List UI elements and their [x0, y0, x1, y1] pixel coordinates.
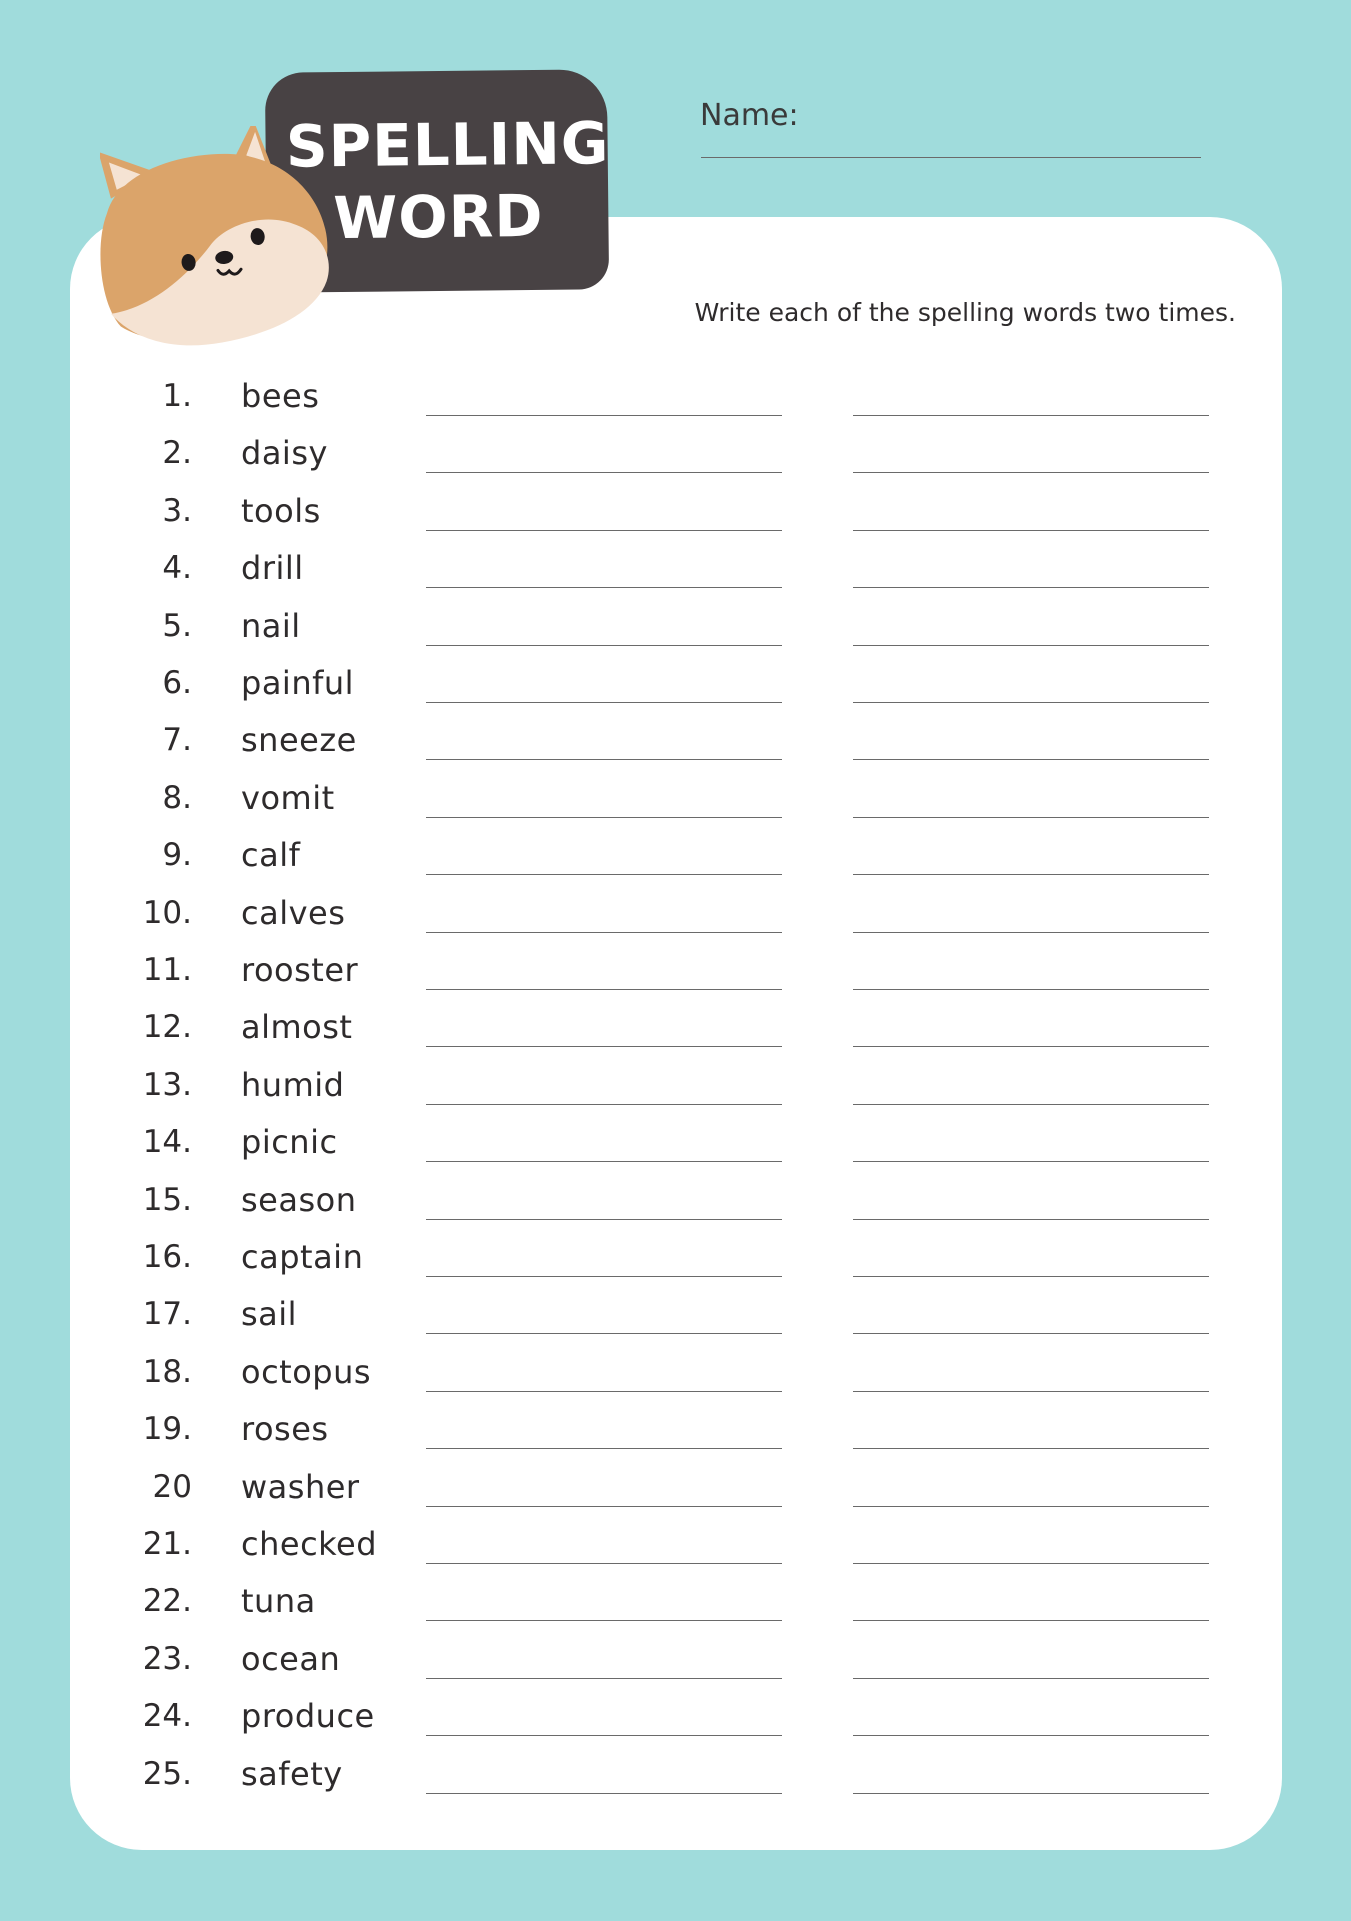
write-line-first[interactable]: [426, 932, 782, 933]
write-line-first[interactable]: [426, 1161, 782, 1162]
write-line-second[interactable]: [853, 989, 1209, 990]
spelling-word: vomit: [241, 778, 335, 817]
write-line-second[interactable]: [853, 1391, 1209, 1392]
write-line-second[interactable]: [853, 1276, 1209, 1277]
word-number: 14.: [142, 1124, 192, 1161]
word-number: 24.: [142, 1698, 192, 1735]
word-row: [0, 483, 1351, 540]
write-line-first[interactable]: [426, 1219, 782, 1220]
write-line-first[interactable]: [426, 472, 782, 473]
write-line-first[interactable]: [426, 874, 782, 875]
write-line-second[interactable]: [853, 1161, 1209, 1162]
write-line-second[interactable]: [853, 1563, 1209, 1564]
spelling-word: almost: [241, 1008, 353, 1047]
write-line-first[interactable]: [426, 1391, 782, 1392]
word-number: 22.: [142, 1583, 192, 1620]
write-line-first[interactable]: [426, 530, 782, 531]
word-row: [0, 1516, 1351, 1573]
spelling-word: checked: [241, 1525, 378, 1563]
write-line-first[interactable]: [426, 1276, 782, 1277]
write-line-first[interactable]: [426, 1506, 782, 1507]
write-line-second[interactable]: [853, 759, 1209, 760]
spelling-word: tools: [241, 491, 321, 530]
spelling-word: octopus: [241, 1352, 372, 1391]
word-row: [0, 999, 1351, 1056]
spelling-word: daisy: [241, 434, 328, 473]
spelling-word: bees: [241, 377, 320, 415]
write-line-first[interactable]: [426, 1448, 782, 1449]
word-row: [0, 1114, 1351, 1171]
spelling-word: season: [241, 1180, 357, 1219]
word-number: 4.: [162, 550, 192, 587]
word-number: 23.: [142, 1640, 192, 1677]
word-row: [0, 1057, 1351, 1114]
spelling-word: roses: [241, 1410, 329, 1449]
word-number: 15.: [142, 1181, 192, 1218]
spelling-word: ocean: [241, 1639, 341, 1678]
word-number: 11.: [142, 952, 192, 988]
write-line-second[interactable]: [853, 1448, 1209, 1449]
write-line-second[interactable]: [853, 645, 1209, 646]
word-number: 13.: [142, 1066, 192, 1103]
word-row: [0, 827, 1351, 884]
spelling-word: drill: [241, 549, 304, 588]
instructions-text: Write each of the spelling words two times.: [694, 298, 1236, 327]
write-line-second[interactable]: [853, 1678, 1209, 1679]
write-line-first[interactable]: [426, 759, 782, 760]
word-number: 2.: [162, 435, 192, 472]
spelling-word: nail: [241, 606, 301, 645]
write-line-first[interactable]: [426, 989, 782, 990]
word-number: 5.: [162, 607, 192, 644]
write-line-second[interactable]: [853, 1735, 1209, 1736]
write-line-second[interactable]: [853, 1620, 1209, 1621]
word-number: 8.: [162, 779, 192, 816]
write-line-second[interactable]: [853, 1219, 1209, 1220]
word-row: [0, 1573, 1351, 1630]
write-line-first[interactable]: [426, 702, 782, 703]
spelling-word: picnic: [241, 1123, 338, 1162]
write-line-second[interactable]: [853, 1104, 1209, 1105]
write-line-first[interactable]: [426, 1563, 782, 1564]
write-line-second[interactable]: [853, 1333, 1209, 1334]
word-number: 1.: [162, 378, 192, 414]
word-number: 3.: [162, 492, 192, 529]
write-line-second[interactable]: [853, 530, 1209, 531]
spelling-word: tuna: [241, 1582, 316, 1621]
word-number: 25.: [142, 1755, 192, 1792]
write-line-second[interactable]: [853, 1506, 1209, 1507]
spelling-word: safety: [241, 1754, 343, 1793]
spelling-word: sail: [241, 1295, 298, 1334]
write-line-first[interactable]: [426, 1333, 782, 1334]
word-row: [0, 885, 1351, 942]
write-line-first[interactable]: [426, 1793, 782, 1794]
spelling-word: sneeze: [241, 721, 357, 760]
word-row: [0, 598, 1351, 655]
spelling-word: calf: [241, 836, 301, 875]
write-line-first[interactable]: [426, 1046, 782, 1047]
word-row: [0, 1344, 1351, 1401]
word-number: 20: [152, 1468, 192, 1505]
write-line-first[interactable]: [426, 645, 782, 646]
word-row: [0, 1401, 1351, 1458]
title-line-word: WORD: [332, 181, 544, 253]
word-number: 7.: [162, 722, 192, 759]
write-line-second[interactable]: [853, 472, 1209, 473]
write-line-second[interactable]: [853, 702, 1209, 703]
word-row: [0, 1229, 1351, 1286]
write-line-second[interactable]: [853, 587, 1209, 588]
write-line-first[interactable]: [426, 1678, 782, 1679]
write-line-second[interactable]: [853, 817, 1209, 818]
title-line-spelling: SPELLING: [285, 109, 610, 181]
word-number: 10.: [142, 894, 192, 931]
write-line-first[interactable]: [426, 415, 782, 416]
word-row: [0, 540, 1351, 597]
word-row: [0, 942, 1351, 999]
write-line-second[interactable]: [853, 932, 1209, 933]
word-number: 17.: [142, 1296, 192, 1333]
write-line-first[interactable]: [426, 587, 782, 588]
word-row: [0, 770, 1351, 827]
word-number: 21.: [142, 1526, 192, 1562]
write-line-first[interactable]: [426, 1735, 782, 1736]
word-number: 9.: [162, 837, 192, 874]
word-row: [0, 712, 1351, 769]
name-label: Name:: [700, 98, 799, 133]
word-number: 16.: [142, 1239, 192, 1275]
write-line-second[interactable]: [853, 1046, 1209, 1047]
word-row: [0, 655, 1351, 712]
word-row: [0, 1631, 1351, 1688]
spelling-word: washer: [241, 1467, 360, 1506]
word-number: 6.: [162, 665, 192, 701]
spelling-word: produce: [241, 1697, 375, 1736]
word-row: [0, 425, 1351, 482]
write-line-first[interactable]: [426, 1620, 782, 1621]
spelling-word: calves: [241, 893, 346, 932]
write-line-second[interactable]: [853, 874, 1209, 875]
spelling-word: painful: [241, 664, 355, 702]
write-line-first[interactable]: [426, 1104, 782, 1105]
write-line-second[interactable]: [853, 415, 1209, 416]
word-row: [0, 1688, 1351, 1745]
word-row: [0, 1172, 1351, 1229]
spelling-word: rooster: [241, 951, 359, 989]
word-row: [0, 368, 1351, 425]
word-number: 12.: [142, 1009, 192, 1046]
word-row: [0, 1459, 1351, 1516]
write-line-first[interactable]: [426, 817, 782, 818]
word-row: [0, 1286, 1351, 1343]
write-line-second[interactable]: [853, 1793, 1209, 1794]
spelling-word: captain: [241, 1238, 364, 1276]
word-row: [0, 1746, 1351, 1803]
spelling-word: humid: [241, 1065, 345, 1104]
word-number: 18.: [142, 1353, 192, 1390]
word-number: 19.: [142, 1411, 192, 1448]
